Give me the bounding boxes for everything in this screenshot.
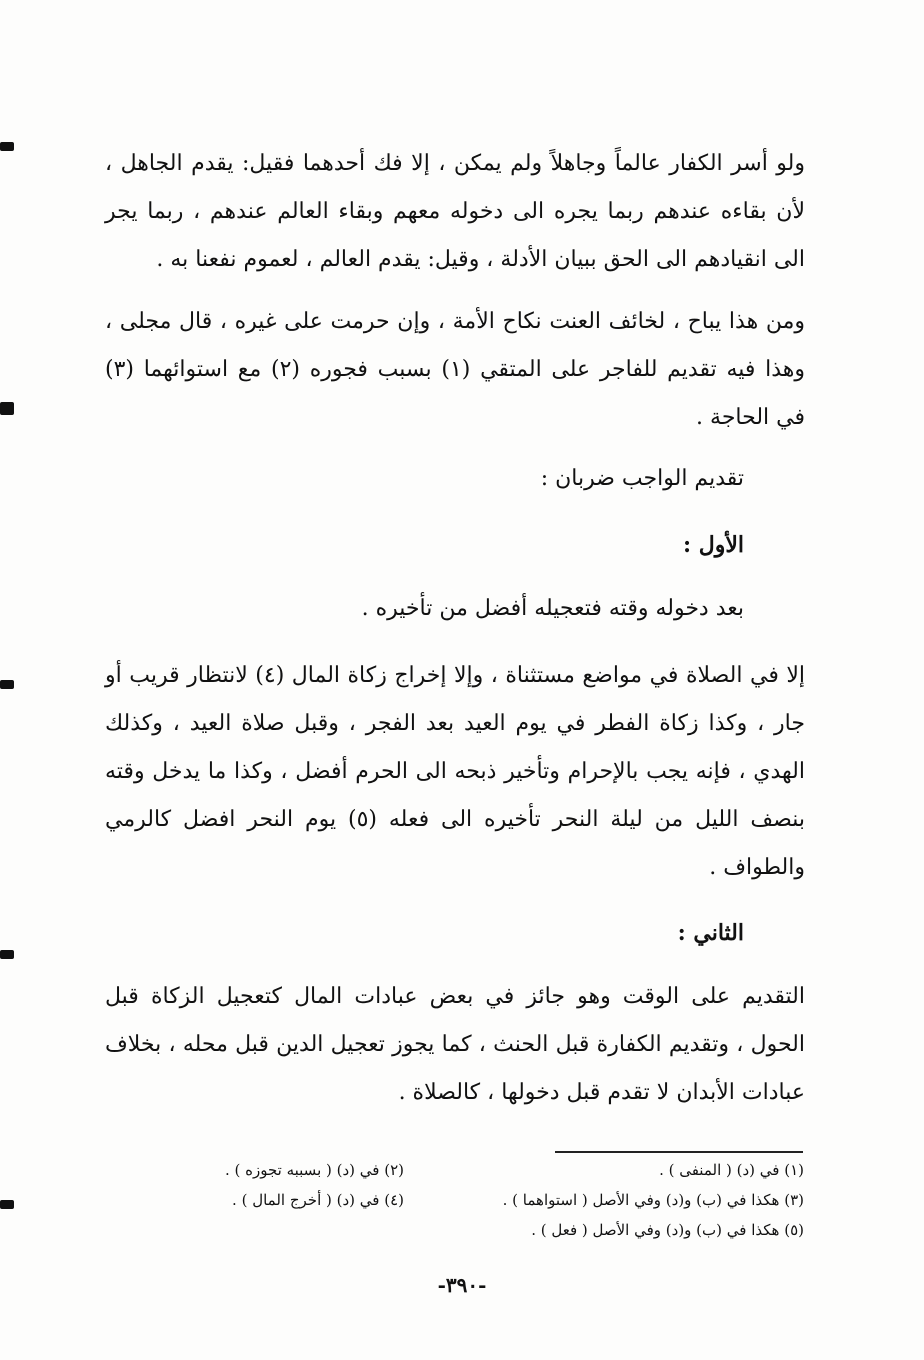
paragraph-1: ولو أسر الكفار عالماً وجاهلاً ولم يمكن ، إلا فك أحدهما فقيل: يقدم الجاهل ، لأن بقاءه عندهم ربما يجره الى دخوله معهم وبقاء العالم عندهم ، ربما يجر الى انقيادهم الى الحق ببيان الأدلة ، وقيل: يقدم العالم ، لعموم نفعنا به . (105, 151, 805, 272)
binding-mark (0, 950, 14, 959)
footnote-5: (٥) هكذا في (ب) و(د) وفي الأصل ( فعل ) . (531, 1221, 804, 1239)
footnote-rule (555, 1151, 803, 1153)
heading-second: الثاني : (677, 920, 744, 946)
paragraph-4: التقديم على الوقت وهو جائز في بعض عبادات المال كتعجيل الزكاة قبل الحول ، وتقديم الكفارة قبل الحنث ، كما يجوز تعجيل الدين قبل محله ، بخلاف عبادات الأبدان لا تقدم قبل دخولها ، كالصلاة . (105, 984, 805, 1105)
footnote-4: (٤) في (د) ( أخرج المال ) . (232, 1191, 404, 1209)
footnote-2: (٢) في (د) ( بسببه تجوزه ) . (224, 1161, 404, 1179)
section-intro: تقديم الواجب ضربان : (540, 466, 744, 491)
footnote-3: (٣) هكذا في (ب) و(د) وفي الأصل ( استواهما ) . (502, 1191, 804, 1209)
paragraph-3: إلا في الصلاة في مواضع مستثناة ، وإلا إخراج زكاة المال (٤) لانتظار قريب أو جار ، وكذا زكاة الفطر في يوم العيد بعد الفجر ، وقبل صلاة العيد ، وكذلك الهدي ، فإنه يجب بالإحرام وتأخير ذبحه الى الحرم أفضل ، وكذا ما يدخل وقته بنصف الليل من ليلة النحر تأخيره الى فعله (٥) يوم النحر افضل كالرمي والطواف . (105, 663, 805, 880)
binding-mark (0, 142, 14, 151)
binding-mark (0, 402, 14, 415)
heading-first: الأول : (682, 532, 744, 558)
binding-mark (0, 680, 14, 689)
page-number: -٣٩٠- (437, 1273, 487, 1297)
binding-mark (0, 1200, 14, 1209)
footnote-1: (١) في (د) ( المنفى ) . (659, 1161, 804, 1179)
paragraph-2: ومن هذا يباح ، لخائف العنت نكاح الأمة ، وإن حرمت على غيره ، قال مجلى ، وهذا فيه تقديم للفاجر على المتقي (١) بسبب فجوره (٢) مع استوائهما (٣) في الحاجة . (105, 309, 805, 430)
first-statement: بعد دخوله وقته فتعجيله أفضل من تأخيره . (361, 596, 744, 621)
